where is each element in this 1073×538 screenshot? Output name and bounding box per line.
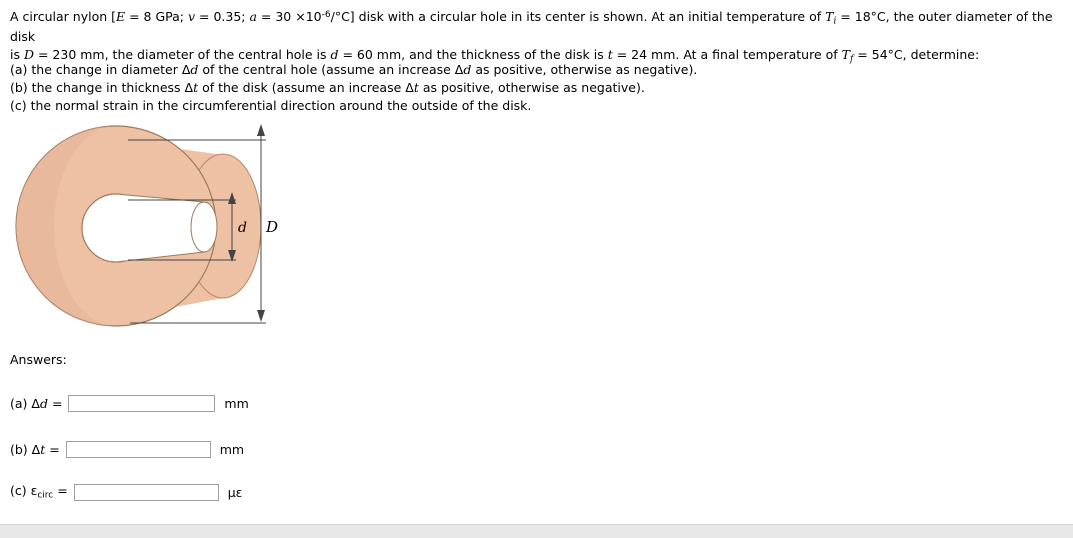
symbol-Ti: T xyxy=(825,9,834,24)
part-a-var: d xyxy=(190,62,199,77)
alpha-exponent: -6 xyxy=(321,9,331,20)
disk-diagram xyxy=(8,118,308,338)
value-nu: = 0.35; xyxy=(195,9,250,24)
value-Ti: = 18°C, the outer diameter of the disk xyxy=(10,9,1053,45)
part-a-var2: d xyxy=(463,62,472,77)
value-d: = 60 mm, and the thickness of the disk is xyxy=(338,47,608,63)
symbol-d: d xyxy=(330,47,339,63)
answer-b-input[interactable] xyxy=(66,441,211,458)
answer-b-label-var: t xyxy=(40,441,46,457)
label-D: D xyxy=(266,218,279,236)
value-alpha-pre: = 30 ×10 xyxy=(256,9,322,24)
symbol-alpha: a xyxy=(249,9,257,24)
answer-c-input[interactable] xyxy=(74,484,219,501)
part-b-var2: t xyxy=(413,79,419,95)
answer-row-a xyxy=(10,392,249,414)
value-alpha-post: /°C] disk with a circular hole in its center is shown. At an initial temperature of xyxy=(330,9,826,24)
value-Tf: = 54°C, determine: xyxy=(853,47,980,63)
answer-c-label-pre: (c) ε xyxy=(10,483,38,499)
answer-c-unit: µε xyxy=(227,484,243,500)
part-a-text2: of the central hole (assume an increase Δ xyxy=(198,62,464,77)
bottom-strip xyxy=(0,524,1073,538)
answer-row-c xyxy=(10,481,242,503)
part-b-text2: of the disk (assume an increase Δ xyxy=(198,79,414,95)
answer-a-label-var: d xyxy=(39,395,48,411)
part-b-var: t xyxy=(193,79,199,95)
answers-heading: Answers: xyxy=(10,352,67,367)
symbol-Ti-sub: i xyxy=(833,16,837,27)
symbol-Tf: T xyxy=(841,47,850,63)
part-a-text3: as positive, otherwise as negative). xyxy=(471,62,698,77)
value-t: = 24 mm. At a final temperature of xyxy=(612,47,842,63)
value-D: = 230 mm, the diameter of the central hole is xyxy=(34,47,331,63)
part-b-text3: as positive, otherwise as negative). xyxy=(418,79,645,95)
problem-text-2: is xyxy=(10,47,24,63)
symbol-D: D xyxy=(23,47,34,63)
symbol-Tf-sub: f xyxy=(849,54,854,65)
answer-a-input[interactable] xyxy=(68,395,215,412)
symbol-t: t xyxy=(607,47,613,63)
answer-a-unit: mm xyxy=(224,395,249,411)
answer-c-label xyxy=(10,483,68,500)
label-d: d xyxy=(238,220,247,236)
part-a xyxy=(10,61,810,79)
disk-figure xyxy=(8,118,308,338)
answer-a-label-post: = xyxy=(47,395,63,411)
answer-b-label-pre: (b) Δ xyxy=(10,441,41,457)
part-a-text1: (a) the change in diameter Δ xyxy=(10,62,191,77)
answer-c-label-var: circ xyxy=(37,490,54,501)
answer-a-label-pre: (a) Δ xyxy=(10,395,40,411)
disk-body xyxy=(16,126,261,326)
part-b-text1: (b) the change in thickness Δ xyxy=(10,79,194,95)
problem-statement xyxy=(10,8,1065,67)
answer-b-unit: mm xyxy=(219,441,245,457)
answer-row-b xyxy=(10,438,244,460)
problem-text-1: A circular nylon [ xyxy=(10,9,116,24)
symbol-nu: v xyxy=(187,9,196,24)
answer-c-label-post: = xyxy=(53,483,68,499)
answer-a-label xyxy=(10,396,62,411)
symbol-E: E xyxy=(116,9,126,24)
part-c: (c) the normal strain in the circumferential direction around the outside of the disk. xyxy=(10,97,532,113)
value-E: = 8 GPa; xyxy=(125,9,188,24)
question-parts xyxy=(10,61,810,114)
part-b xyxy=(10,79,810,97)
answer-b-label-post: = xyxy=(45,441,60,457)
answer-b-label xyxy=(10,442,60,457)
